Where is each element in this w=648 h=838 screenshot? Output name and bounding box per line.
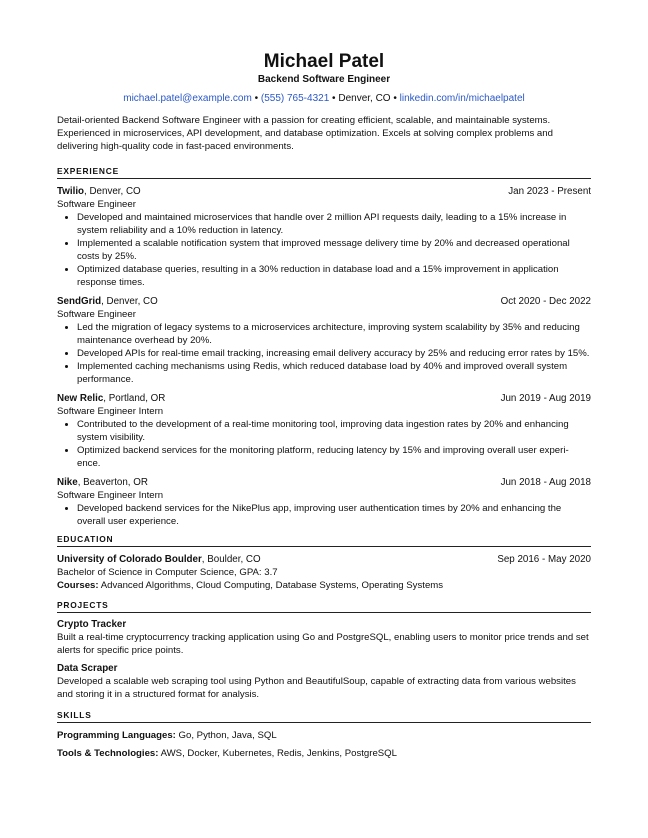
- job-entry: [57, 295, 591, 386]
- job-header-row: [57, 392, 591, 405]
- candidate-title: Backend Software Engineer: [257, 74, 391, 85]
- school-location: , Boulder, CO: [201, 553, 261, 565]
- job-role: Software Engineer Intern: [57, 405, 164, 417]
- project-name: Crypto Tracker: [57, 618, 127, 630]
- projects-list: [57, 618, 591, 702]
- languages-value: Go, Python, Java, SQL: [175, 729, 277, 741]
- job-bullet: • Optimized database queries, resulting in a 30% reduction in database load and a 15% improvement in application response times.: [77, 263, 591, 289]
- phone-link[interactable]: (555) 765-4321: [260, 93, 330, 104]
- project-name: Data Scraper: [57, 663, 118, 675]
- school-name: University of Colorado Boulder: [57, 553, 202, 565]
- languages-label: Programming Languages:: [57, 729, 176, 741]
- job-dates: Oct 2020 - Dec 2022: [500, 295, 591, 307]
- education-degree: Bachelor of Science in Computer Science, GPA: 3.7: [57, 566, 278, 578]
- job-company: Twilio: [57, 185, 85, 197]
- education-school-line: [57, 553, 261, 566]
- section-title-experience: EXPERIENCE: [57, 166, 591, 179]
- job-bullet: • Developed APIs for real-time email tracking, increasing email delivery accuracy by 25% and reducing error rates by 15%.: [77, 347, 591, 360]
- job-bullet: • Optimized backend services for the monitoring platform, reducing latency by 15% and improving overall user experi-ence.: [77, 444, 591, 470]
- job-entry: [57, 392, 591, 470]
- job-company: SendGrid: [57, 295, 102, 307]
- job-bullets: [57, 321, 591, 386]
- section-title-projects: PROJECTS: [57, 600, 591, 613]
- section-title-skills: SKILLS: [57, 710, 591, 723]
- job-location: , Denver, CO: [101, 295, 158, 307]
- education-header-row: [57, 553, 591, 566]
- education-courses: [57, 579, 591, 592]
- job-bullets: [57, 211, 591, 289]
- job-company-line: [57, 476, 148, 489]
- contact-line: [57, 92, 591, 105]
- job-role: Software Engineer Intern: [57, 489, 164, 501]
- courses-label: Courses:: [57, 579, 99, 591]
- job-company-line: [57, 185, 141, 198]
- job-role: Software Engineer: [57, 308, 136, 320]
- job-company-line: [57, 295, 158, 308]
- project-entry: [57, 662, 591, 701]
- tools-value: AWS, Docker, Kubernetes, Redis, Jenkins, PostgreSQL: [158, 747, 397, 759]
- job-entry: [57, 476, 591, 528]
- linkedin-link[interactable]: linkedin.com/in/michaelpatel: [399, 93, 525, 104]
- job-bullet: • Contributed to the development of a real-time monitoring tool, improving data ingestion rates by 20% and enhancing system visibility.: [77, 418, 591, 444]
- section-title-education: EDUCATION: [57, 534, 591, 547]
- skills-block: [57, 729, 591, 760]
- job-role: Software Engineer: [57, 198, 136, 210]
- project-description: Built a real-time cryptocurrency tracking application using Go and PostgreSQL, enabling users to monitor price trends and set alerts for specific price points.: [57, 631, 589, 657]
- separator: •: [332, 93, 336, 104]
- job-bullet: • Implemented caching mechanisms using Redis, which reduced database load by 40% and improved overall system performance.: [77, 360, 591, 386]
- job-location: , Portland, OR: [103, 392, 166, 404]
- education-dates: Sep 2016 - May 2020: [497, 553, 591, 565]
- project-description: Developed a scalable web scraping tool using Python and BeautifulSoup, capable of extracting data from various websites and storing it in a structured format for analysis.: [57, 676, 576, 701]
- courses-value: Advanced Algorithms, Cloud Computing, Database Systems, Operating Systems: [98, 579, 444, 591]
- skills-languages: [57, 729, 591, 742]
- job-company: Nike: [57, 476, 78, 488]
- email-link[interactable]: michael.patel@example.com: [123, 93, 252, 104]
- job-bullet: • Implemented a scalable notification system that improved message delivery time by 20% and decreased operational costs by 25%.: [77, 237, 591, 263]
- resume-page: [57, 50, 591, 760]
- job-dates: Jan 2023 - Present: [508, 185, 591, 197]
- location-text: Denver, CO: [338, 93, 391, 104]
- job-location: , Beaverton, OR: [77, 476, 148, 488]
- summary-text: Detail-oriented Backend Software Engineer with a passion for creating efficient, scalable, and maintainable systems. Experienced in microservices, API development, and database optimization. Excels at solving complex problems and delivering high-quality code in fast-paced environments.: [57, 115, 553, 153]
- job-header-row: [57, 476, 591, 489]
- tools-label: Tools & Technologies:: [57, 747, 159, 759]
- job-company: New Relic: [57, 392, 104, 404]
- job-dates: Jun 2019 - Aug 2019: [500, 392, 591, 404]
- project-entry: [57, 618, 591, 657]
- job-entry: [57, 185, 591, 289]
- job-bullets: [57, 502, 591, 528]
- skills-tools: [57, 747, 591, 760]
- separator: •: [254, 93, 259, 104]
- job-bullets: [57, 418, 591, 470]
- experience-list: [57, 185, 591, 528]
- candidate-name: Michael Patel: [263, 51, 385, 72]
- job-location: , Denver, CO: [84, 185, 141, 197]
- job-bullet: • Developed and maintained microservices that handle over 2 million API requests daily, leading to a 15% increase in system reliability and a 10% reduction in latency.: [77, 211, 591, 237]
- separator: •: [393, 93, 397, 104]
- job-dates: Jun 2018 - Aug 2018: [500, 476, 591, 488]
- job-header-row: [57, 185, 591, 198]
- job-header-row: [57, 295, 591, 308]
- job-company-line: [57, 392, 165, 405]
- job-bullet: • Developed backend services for the NikePlus app, improving user authentication times by 20% and enhancing the overall user experience.: [77, 502, 591, 528]
- job-bullet: • Led the migration of legacy systems to a microservices architecture, improving system scalability by 35% and reducing maintenance overhead by 20%.: [77, 321, 591, 347]
- education-entry: [57, 553, 591, 592]
